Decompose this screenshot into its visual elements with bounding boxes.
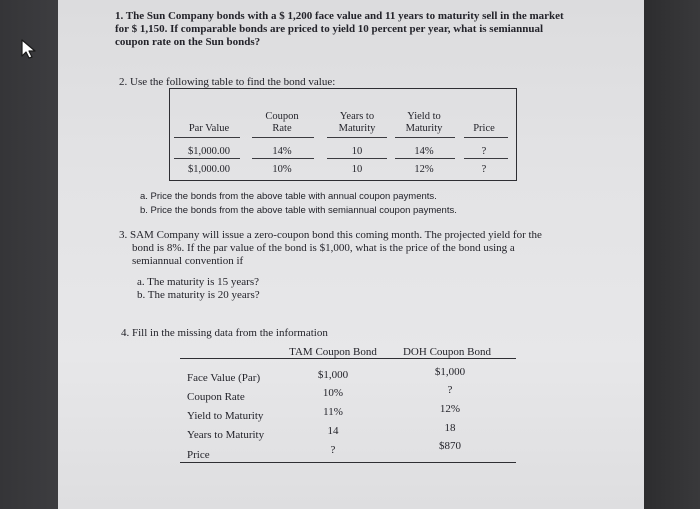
q4-col-tam: TAM Coupon Bond — [289, 346, 377, 358]
q4-row1-label: Face Value (Par) — [187, 372, 261, 384]
q4-header-rule — [180, 358, 516, 359]
q3-part-b: b. The maturity is 20 years? — [137, 289, 260, 301]
q4-row5-tam: ? — [330, 444, 336, 456]
bond-table — [169, 88, 517, 181]
header-yield-2: Maturity — [405, 123, 443, 134]
q4-row2-doh: ? — [447, 384, 453, 396]
row1-coupon: 14% — [272, 146, 292, 157]
header-yield-1: Yield to — [407, 111, 441, 122]
row1-yield: 14% — [414, 146, 434, 157]
q4-row4-label: Years to Maturity — [187, 429, 265, 441]
row2-coupon: 10% — [272, 164, 292, 175]
header-years-1: Years to — [339, 111, 375, 122]
row1-par: $1,000.00 — [188, 146, 230, 157]
q4-col-doh: DOH Coupon Bond — [400, 346, 494, 359]
q4-row4-tam: 14 — [327, 425, 339, 437]
background-left — [0, 0, 58, 509]
q3-line-2: bond is 8%. If the par value of the bond is $1,000, what is the price of the bond using a — [132, 242, 515, 254]
q4-row5-label: Price — [187, 449, 210, 461]
q1-line-2: for $ 1,150. If comparable bonds are priced to yield 10 percent per year, what is semiannual — [115, 23, 544, 35]
mouse-pointer-icon — [18, 38, 40, 60]
row2-price: ? — [481, 164, 487, 175]
header-coupon-1: Coupon — [265, 111, 299, 122]
header-years-2: Maturity — [338, 123, 376, 134]
q4-row3-doh: 12% — [439, 403, 461, 415]
header-price: Price — [473, 123, 495, 134]
q4-row5-doh: $870 — [439, 440, 461, 452]
row1-years: 10 — [351, 146, 363, 157]
q3-part-a: a. The maturity is 15 years? — [137, 276, 259, 288]
q1-line-1: 1. The Sun Company bonds with a $ 1,200 face value and 11 years to maturity sell in the market — [115, 10, 564, 22]
q4-row1-doh: $1,000 — [434, 366, 466, 378]
q2-part-a: a. Price the bonds from the above table with annual coupon payments. — [140, 191, 437, 202]
q1-line-3: coupon rate on the Sun bonds? — [115, 36, 261, 48]
header-par-value: Par Value — [188, 123, 230, 134]
q4-prompt: 4. Fill in the missing data from the information — [121, 327, 328, 339]
header-coupon-2: Rate — [272, 123, 292, 134]
row2-par: $1,000.00 — [188, 164, 230, 175]
q4-row3-label: Yield to Maturity — [187, 410, 264, 422]
row1-price: ? — [481, 146, 487, 157]
q4-row3-tam: 11% — [323, 406, 343, 418]
q4-row4-doh: 18 — [444, 422, 456, 434]
q3-line-1: 3. SAM Company will issue a zero-coupon bond this coming month. The projected yield for the — [119, 229, 542, 241]
q3-line-3: semiannual convention if — [132, 255, 244, 267]
row2-years: 10 — [351, 164, 363, 175]
background-right — [640, 0, 700, 509]
q4-row1-tam: $1,000 — [317, 369, 349, 381]
q4-row2-tam: 10% — [322, 387, 344, 399]
q4-row2-label: Coupon Rate — [187, 391, 245, 403]
q2-prompt: 2. Use the following table to find the bond value: — [119, 76, 336, 88]
q2-part-b: b. Price the bonds from the above table with semiannual coupon payments. — [140, 205, 457, 216]
row2-yield: 12% — [414, 164, 434, 175]
q4-bottom-rule — [180, 462, 516, 463]
